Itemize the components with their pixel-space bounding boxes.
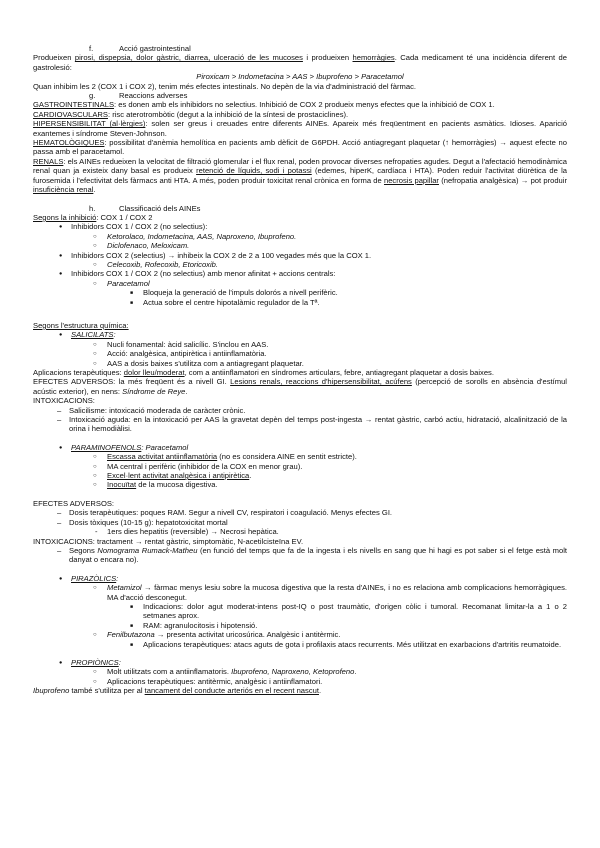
- underlined-text: Lesions renals, reaccions d'hipersensibilitat, acúfens: [230, 377, 412, 387]
- underlined-text: retenció de líquids, sodi i potassi: [196, 166, 312, 176]
- underlined-label: CARDIOVASCULARS: [33, 109, 108, 119]
- text-run: de la mucosa digestiva.: [136, 480, 218, 490]
- italic-text: Ibuprofeno, Naproxeno, Ketoprofeno: [231, 667, 355, 677]
- italic-text: Metamizol: [107, 583, 142, 593]
- adverse-hypersensitivity: [33, 119, 567, 138]
- spacer: [33, 649, 567, 658]
- paracetamol-adverse-label: EFECTES ADVERSOS:: [33, 498, 115, 508]
- list-item: [33, 574, 567, 583]
- pyrazolics-title: PIRAZÒLICS: [71, 573, 117, 583]
- text-run: → fàrmac menys lesiu sobre la mucosa digestiva que la resta d'AINEs, i no es relaciona amb complicacions hemorràgiques. MA d'acció desconegut.: [107, 583, 567, 602]
- list-item: [33, 630, 567, 639]
- list-item: – Intoxicació aguda: en la intoxicació per AAS la gravetat depèn del temps post-ingesta → rentat gàstric, carbó actiu, hidratació, alcalinització de la orina i hemodiàlisi.: [33, 415, 567, 434]
- italic-text: : Paracetamol: [141, 442, 189, 452]
- text-run: : COX 1 / COX 2: [96, 212, 153, 222]
- section-f-note: Quan inhibim les 2 (COX 1 i COX 2), tenim més efectes intestinals. No depèn de la via d'administració del fàrmac.: [33, 81, 416, 91]
- list-item: ● Inhibidors COX 2 (selectius) → inhibeix la COX 2 de 2 a 100 vegades més que la COX 1.: [33, 251, 567, 260]
- gastrolesion-ranking: Piroxicam > Indometacina > AAS > Ibuprofeno > Paracetamol: [196, 72, 404, 82]
- list-item: ■ Aplicacions terapèutiques: atacs aguts de gota i profilaxis atacs recurrents. Més utilitzat en exarbacions d'artritis reumatoide.: [33, 640, 567, 649]
- list-item: [33, 546, 567, 565]
- underlined-label: RENALS: [33, 156, 64, 166]
- text-run: (percepció de sorolls en absència d'estímul acústic exterior), en nens:: [33, 377, 567, 396]
- section-h-title: Classificació dels AINEs: [119, 203, 201, 213]
- list-item: ■ Indicacions: dolor agut moderat-intens post-IQ o post traumàtic, d'origen còlic i tumoral. Recomanat limitar-la a 1 o 2 setmanes aprox.: [33, 602, 567, 621]
- underlined-text: Excel·lent activitat analgèsica i antipirètica: [107, 471, 250, 481]
- text-run: : els AINEs redueixen la velocitat de filtració glomerular i el flux renal, poden provocar diverses nefropaties agudes. Degut a l'afectació hemodinàmica renal quan ja existeix dany basal es produeix: [33, 156, 567, 176]
- salicylates-adverse-effects: [33, 377, 567, 396]
- list-item: ○ Aplicacions terapèutiques: antitèrmic, analgèsic i antiinflamatori.: [33, 677, 567, 686]
- nomogram-list: [33, 546, 567, 565]
- text-run: Produeixen: [33, 53, 75, 63]
- text-run: : possibilitat d'anèmia hemolítica en pacients amb dèficit de G6PDH. Acció antiagregant plaquetar (↑ hemorràgies) → aquest efecte no passa amb el paracetamol.: [33, 138, 567, 157]
- propionics-title: PROPIÒNICS: [71, 657, 119, 667]
- text-run: tractament → rentat gàstric, simptomàtic, N-acetilcisteïna EV.: [94, 536, 304, 546]
- spacer: [33, 434, 567, 443]
- underlined-text: insuficiència renal: [33, 185, 94, 195]
- section-g-title: Reaccions adverses: [119, 91, 188, 101]
- underlined-text: hemorràgies: [352, 53, 395, 63]
- text-run: → presenta activitat uricosúrica. Analgèsic i antitèrmic.: [154, 630, 341, 640]
- adverse-cardiovascular: [33, 110, 567, 119]
- text-run: , com a antiinflamatori en síndromes articulars, febre, antiagregant plaquetar a dosis baixes.: [184, 368, 494, 377]
- list-item: [33, 667, 567, 676]
- propionics-list: [33, 658, 567, 686]
- spacer: [33, 307, 567, 321]
- text-run: Molt utilitzats com a antiinflamatoris.: [107, 667, 232, 677]
- underlined-text: necrosis papillar: [383, 175, 439, 185]
- list-item: – Dosis terapèutiques: poques RAM. Segur a nivell CV, respiratori i coagulació. Menys efectes GI.: [33, 508, 567, 517]
- italic-text: Nomograma Rumack-Matheu: [97, 545, 198, 555]
- text-run: INTOXICACIONS:: [33, 536, 95, 546]
- underlined-label: GASTROINTESTINALS: [33, 100, 115, 110]
- section-f-title: Acció gastrointestinal: [119, 44, 191, 53]
- text-run: .: [185, 386, 188, 396]
- text-run: EFECTES ADVERSOS: la més freqüent és a nivell GI.: [33, 377, 231, 387]
- underlined-text: pirosi, dispepsia, dolor gàstric, diarrea, ulceració de les mucoses: [74, 53, 303, 63]
- list-item: ○ AAS a dosis baixes s'utilitza com a antiagregant plaquetar.: [33, 359, 567, 368]
- text-run: .: [93, 185, 96, 195]
- list-item: ■ RAM: agranulocitosis i hipotensió.: [33, 621, 567, 630]
- text-run: (nefropatia analgèsica) → pot produir: [438, 175, 567, 185]
- paraminophenols-title: PARAMINOFENOLS: [71, 442, 142, 452]
- classification-by-structure: Segons l'estructura química:: [33, 320, 129, 330]
- section-h-letter: h.: [89, 203, 96, 213]
- paraminophenols-list: [33, 443, 567, 490]
- list-item: ○ Acció: analgèsica, antipirètica i antiinflamatòria.: [33, 349, 567, 358]
- list-item: [33, 330, 567, 339]
- text-run: (en funció del temps que fa de la ingesta i els nivells en sang que hi hagi es pot saber si el fetge està molt danyat o encara no).: [69, 545, 567, 565]
- paracetamol-adverse-list: [33, 508, 567, 536]
- italic-text: Fenilbutazona: [107, 630, 155, 640]
- text-run: :: [113, 330, 116, 340]
- text-run: també s'utilitza per al: [69, 686, 145, 696]
- section-g-letter: g.: [89, 91, 96, 101]
- document-page: [33, 44, 567, 696]
- list-item: - 1ers dies hepatitis (reversible) → Necrosi hepàtica.: [33, 527, 567, 536]
- adverse-hematologic: [33, 138, 567, 157]
- underlined-label: HEMATOLÒGIQUES: [33, 138, 105, 148]
- text-run: : es donen amb els inhibidors no selectius. Inhibició de COX 2 produeix menys efectes que la inhibició de COX 1.: [114, 100, 495, 110]
- text-run: Aplicacions terapèutiques:: [33, 368, 124, 377]
- section-h-heading: [33, 204, 567, 213]
- pyrazolics-list: [33, 574, 567, 649]
- text-run: : risc aterotrombòtic (degut a la inhibició de la síntesi de prostaciclines).: [107, 109, 349, 119]
- intoxications-label: INTOXICACIONS:: [33, 396, 95, 406]
- paracetamol-intoxications: [33, 537, 567, 546]
- text-run: . Cada medicament té una incidència diferent de gastrolesió:: [33, 53, 568, 72]
- text-run: (edemes, hiperK, cardíaca i HTA). Poden reduir l'activitat diürètica de la furosemida i l'efectivitat dels fàrmacs anti HTA. A més, poden produir toxicitat renal crònica en forma de: [33, 166, 567, 185]
- text-run: Segons: [69, 545, 98, 555]
- ibuprofen-note: [33, 686, 567, 695]
- list-item: [33, 443, 567, 452]
- text-run: .: [249, 471, 252, 481]
- classification-by-inhibition: [33, 213, 567, 222]
- text-run: (no es considera AINE en sentit estricte).: [217, 452, 357, 462]
- list-item: [33, 658, 567, 667]
- underlined-text: dolor lleu/moderat: [123, 368, 185, 377]
- text-run: i produeixen: [302, 53, 353, 63]
- list-item: [33, 583, 567, 602]
- adverse-renal: [33, 157, 567, 195]
- spacer: [33, 490, 567, 499]
- underlined-label: Segons la inhibició: [33, 212, 97, 222]
- list-item: – Salicilisme: intoxicació moderada de caràcter crònic.: [33, 406, 567, 415]
- salicylates-list: [33, 330, 567, 368]
- text-run: : solen ser greus i creuades entre diferents AINEs. Apareix més freqüentment en pacients asmàtics. Idioses. Aparició exantemes i síndrome Steven-Johnson.: [33, 119, 567, 138]
- list-item: ○ Diclofenaco, Meloxicam.: [33, 241, 567, 250]
- underlined-text: Inocuïtat: [107, 480, 137, 490]
- text-run: :: [116, 573, 119, 583]
- italic-text: Síndrome de Reye: [122, 386, 186, 396]
- section-f-letter: f.: [89, 44, 94, 53]
- text-run: :: [118, 657, 121, 667]
- list-item: ■ Actua sobre el centre hipotalàmic regulador de la Tª.: [33, 298, 567, 307]
- list-item: ○ Paracetamol: [33, 279, 567, 288]
- list-item: ● Inhibidors COX 1 / COX 2 (no selectius) amb menor afinitat + accions centrals:: [33, 269, 567, 278]
- list-item: – Dosis tòxiques (10-15 g): hepatotoxicitat mortal: [33, 518, 567, 527]
- spacer: [33, 195, 567, 204]
- list-item: ○ Nucli fonamental: àcid salicílic. S'inclou en AAS.: [33, 340, 567, 349]
- list-item: [33, 452, 567, 461]
- underlined-text: Escassa activitat antiinflamatòria: [107, 452, 218, 462]
- inhibition-list: [33, 222, 567, 307]
- section-f-paragraph: [33, 53, 567, 72]
- adverse-gastrointestinal: [33, 100, 567, 109]
- section-g-heading: [33, 91, 567, 100]
- list-item: ○ MA central i perifèric (inhibidor de la COX en menor grau).: [33, 462, 567, 471]
- text-run: .: [354, 667, 357, 677]
- list-item: ■ Bloqueja la generació de l'impuls dolorós a nivell perifèric.: [33, 288, 567, 297]
- intoxications-list: [33, 406, 567, 434]
- list-item: [33, 480, 567, 489]
- italic-text: Ibuprofeno: [33, 686, 70, 696]
- underlined-text: tancament del conducte arteriós en el recent nascut: [144, 686, 319, 696]
- spacer: [33, 565, 567, 574]
- salicylates-applications: [33, 368, 567, 377]
- salicylates-title: SALICILATS: [71, 330, 114, 340]
- list-item: ○ Celecoxib, Rofecoxib, Etoricoxib.: [33, 260, 567, 269]
- text-run: .: [318, 686, 322, 696]
- section-f-heading: [33, 44, 567, 53]
- list-item: ● Inhibidors COX 1 / COX 2 (no selectius):: [33, 222, 567, 231]
- underlined-label: HIPERSENSIBILITAT (al·lèrgies): [33, 119, 146, 129]
- list-item: [33, 471, 567, 480]
- list-item: ○ Ketorolaco, Indometacina, AAS, Naproxeno, Ibuprofeno.: [33, 232, 567, 241]
